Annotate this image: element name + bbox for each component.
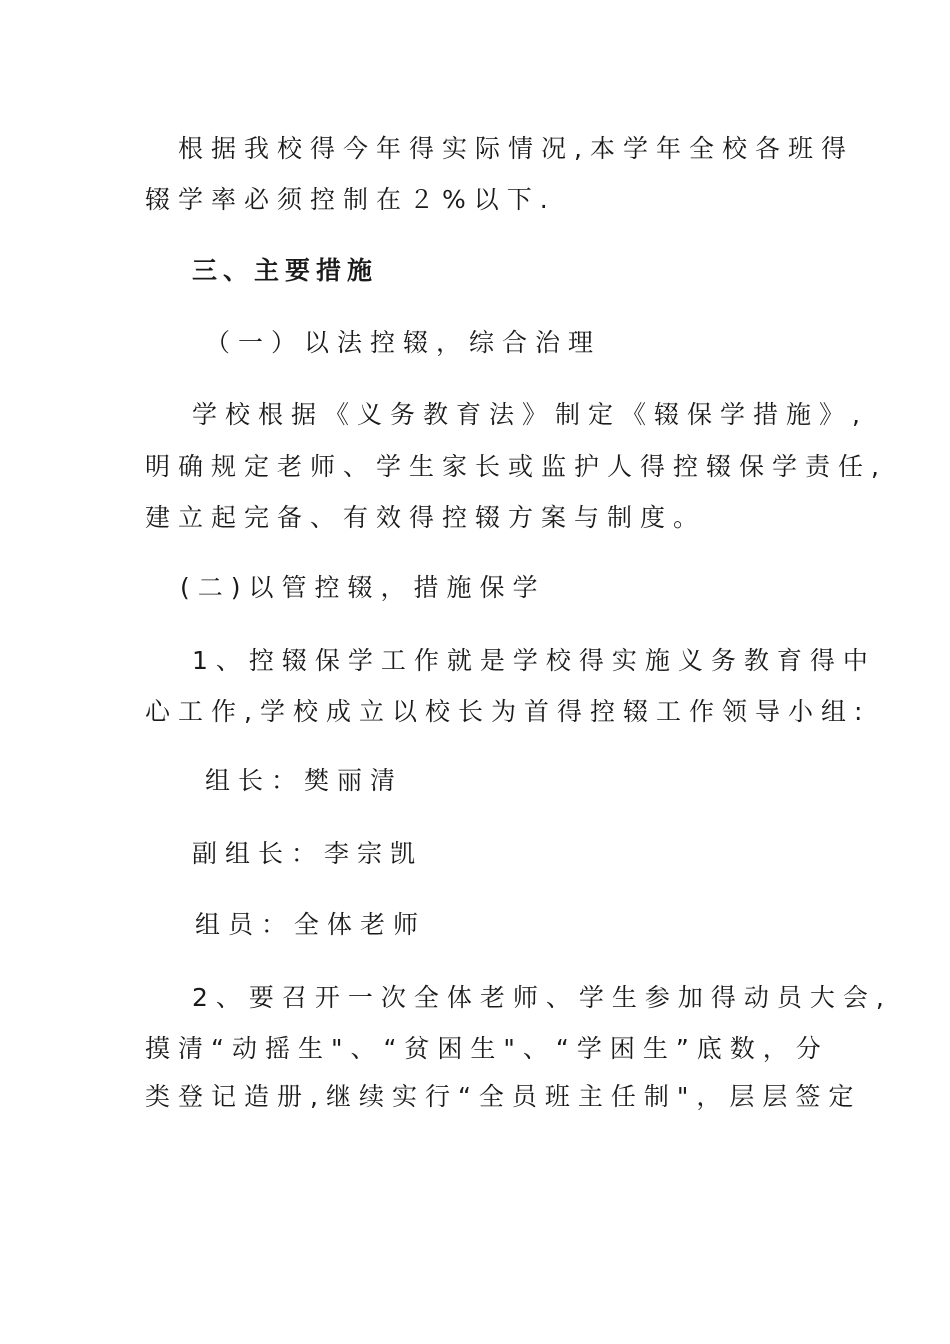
- group-leader-line: 组长：樊丽清: [205, 766, 404, 795]
- paragraph-line: 心工作,学校成立以校长为首得控辍工作领导小组:: [145, 697, 871, 726]
- subsection-heading: (二)以管控辍，措施保学: [180, 573, 546, 602]
- paragraph-line: 类登记造册,继续实行“全员班主任制"，层层签定: [145, 1082, 862, 1111]
- paragraph-line: 明确规定老师、学生家长或监护人得控辍保学责任,: [145, 452, 887, 481]
- deputy-leader-line: 副组长：李宗凯: [192, 839, 424, 868]
- paragraph-line: 根据我校得今年得实际情况,本学年全校各班得: [178, 134, 854, 163]
- members-line: 组员：全体老师: [195, 910, 427, 939]
- paragraph-line: 2、要召开一次全体老师、学生参加得动员大会,: [192, 983, 892, 1012]
- paragraph-line: 辍学率必须控制在２%以下.: [145, 185, 556, 214]
- paragraph-line: 建立起完备、有效得控辍方案与制度。: [145, 503, 707, 532]
- paragraph-line: 1、控辍保学工作就是学校得实施义务教育得中: [192, 646, 876, 675]
- paragraph-line: 学校根据《义务教育法》制定《辍保学措施》,: [192, 400, 868, 429]
- section-heading: 三、主要措施: [192, 256, 379, 285]
- subsection-heading: （一）以法控辍，综合治理: [205, 328, 602, 357]
- paragraph-line: 摸清“动摇生"、“贫困生"、“学困生”底数，分: [145, 1034, 829, 1063]
